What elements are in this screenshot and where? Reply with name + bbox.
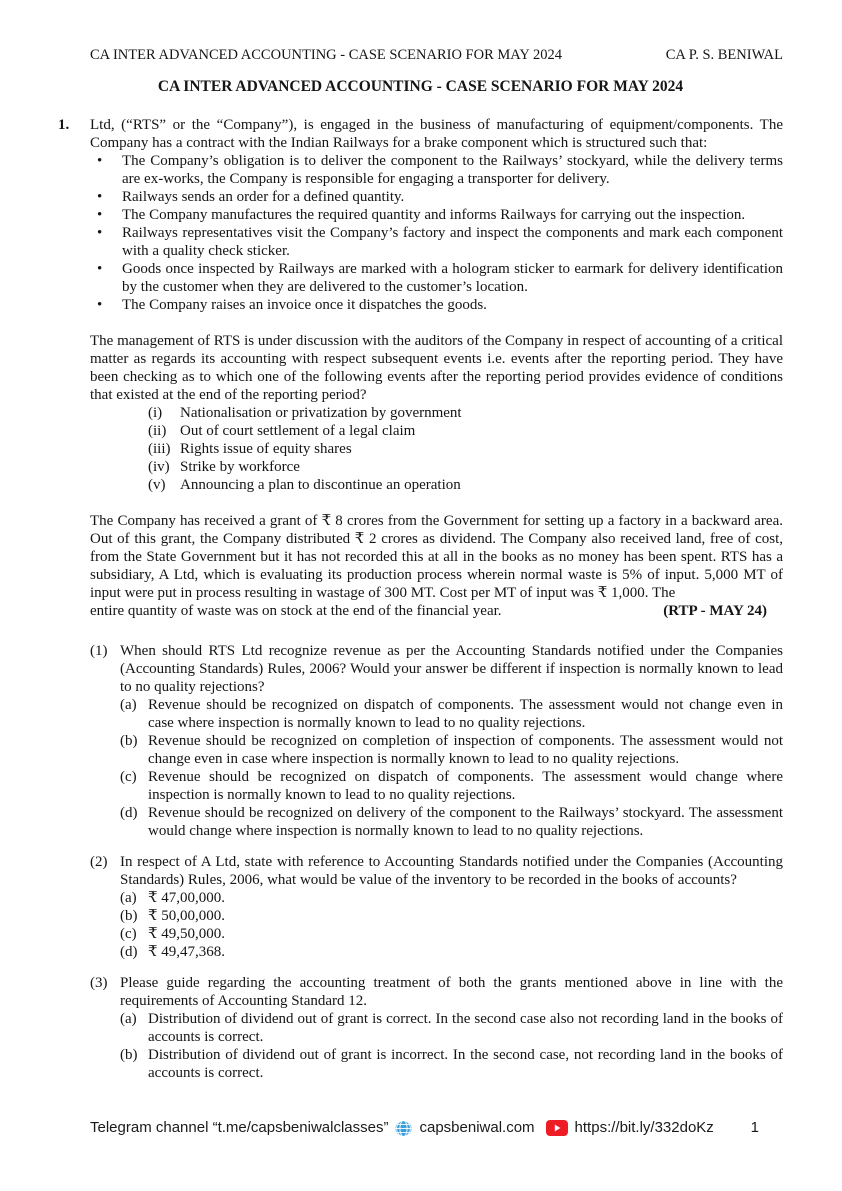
option-text: ₹ 50,00,000. <box>148 908 226 924</box>
bullet-text: The Company’s obligation is to deliver the component to the Railways’ stockyard, while the delivery terms are ex-works, the Company is responsible for engaging a transporter for delivery. <box>122 153 783 187</box>
page-footer <box>90 1119 783 1137</box>
bullet-text: The Company manufactures the required quantity and informs Railways for carrying out the inspection. <box>122 207 746 223</box>
grants-paragraph: The Company has received a grant of ₹ 8 crores from the Government for setting up a factory in a backward area. Out of this grant, the Company distributed ₹ 2 crores as dividend. The Company also received land, free of cost, from the State Government but it has not recorded this at all in the books as no money has been spent. RTS has a subsidiary, A Ltd, which is evaluating its production process wherein normal waste is 5% of input. 5,000 MT of input were put in process resulting in wastage of 300 MT. Cost per MT of input was ₹ 1,000. The <box>90 513 783 601</box>
bullet-icon <box>90 296 122 314</box>
event-text: Strike by workforce <box>180 459 300 475</box>
list-item <box>90 224 783 260</box>
bullet-text: Railways sends an order for a defined quantity. <box>122 189 405 205</box>
answer-option <box>120 732 783 768</box>
option-text: Revenue should be recognized on completion of inspection of components. The assessment would not change even in case where inspection is normally known to lead to no quality rejections. <box>148 733 783 767</box>
list-item <box>148 422 783 440</box>
question-body <box>120 974 783 1082</box>
option-text: ₹ 49,50,000. <box>148 926 226 942</box>
list-item <box>90 206 783 224</box>
question-text: When should RTS Ltd recognize revenue as per the Accounting Standards notified under the Companies (Accounting Standards) Rules, 2006? Would your answer be different if inspection is normally known to lead to no quality rejections? <box>120 643 783 695</box>
event-number: (iii) <box>148 441 171 457</box>
page-number: 1 <box>750 1119 759 1136</box>
globe-icon <box>395 1120 412 1137</box>
option-text: Distribution of dividend out of grant is incorrect. In the second case, not recording land in the books of accounts is correct. <box>148 1047 783 1081</box>
list-item <box>148 440 783 458</box>
youtube-icon <box>546 1120 568 1136</box>
bullet-icon <box>90 206 122 224</box>
question-1 <box>90 642 783 840</box>
event-text: Rights issue of equity shares <box>180 441 352 457</box>
question-number: (1) <box>90 643 108 659</box>
option-label: (b) <box>120 908 138 924</box>
option-label: (a) <box>120 890 137 906</box>
question-3 <box>90 974 783 1082</box>
question-number: (3) <box>90 975 108 991</box>
option-label: (a) <box>120 697 137 713</box>
answer-option <box>120 925 783 943</box>
list-item <box>90 188 783 206</box>
event-number: (iv) <box>148 459 170 475</box>
option-text: Revenue should be recognized on dispatch of components. The assessment would not change even in case where inspection is normally known to lead to no quality rejections. <box>148 697 783 731</box>
option-label: (c) <box>120 926 137 942</box>
event-text: Announcing a plan to discontinue an operation <box>180 477 461 493</box>
list-item <box>90 296 783 314</box>
option-text: Revenue should be recognized on delivery of the component to the Railways’ stockyard. The assessment would change where inspection is normally known to lead to no quality rejections. <box>148 805 783 839</box>
option-label: (c) <box>120 769 137 785</box>
question-text: In respect of A Ltd, state with reference to Accounting Standards notified under the Companies (Accounting Standards) Rules, 2006, what would be value of the inventory to be recorded in the books of accounts? <box>120 854 783 888</box>
event-number: (i) <box>148 405 163 421</box>
case-number: 1. <box>58 117 70 133</box>
list-item <box>148 404 783 422</box>
discussion-paragraph: The management of RTS is under discussion with the auditors of the Company in respect of accounting of a critical matter as regards its accounting with respect subsequent events i.e. events after the reporting period. They have been checking as to which one of the following events after the reporting period provides evidence of conditions that existed at the end of the reporting period? <box>90 333 783 403</box>
contract-bullet-list <box>90 152 783 314</box>
list-item <box>90 260 783 296</box>
event-text: Out of court settlement of a legal claim <box>180 423 416 439</box>
bullet-icon <box>90 260 122 296</box>
source-tag: (RTP - MAY 24) <box>663 603 767 619</box>
event-number: (ii) <box>148 423 167 439</box>
running-head <box>90 46 783 64</box>
option-label: (d) <box>120 805 138 821</box>
answer-option <box>120 907 783 925</box>
option-label: (a) <box>120 1011 137 1027</box>
option-text: Distribution of dividend out of grant is correct. In the second case also not recording land in the books of accounts is correct. <box>148 1011 783 1045</box>
grants-lastline-text: entire quantity of waste was on stock at the end of the financial year. <box>90 603 502 619</box>
events-list <box>148 404 783 494</box>
question-body <box>120 642 783 840</box>
option-label: (d) <box>120 944 138 960</box>
answer-option <box>120 889 783 907</box>
running-head-left: CA INTER ADVANCED ACCOUNTING - CASE SCENARIO FOR MAY 2024 <box>90 47 562 63</box>
answer-option <box>120 1010 783 1046</box>
running-head-right: CA P. S. BENIWAL <box>665 47 783 63</box>
case-body <box>90 116 783 314</box>
list-item <box>148 476 783 494</box>
question-number: (2) <box>90 854 108 870</box>
option-label: (b) <box>120 1047 138 1063</box>
answer-option <box>120 696 783 732</box>
question-2 <box>90 853 783 961</box>
case-scenario-1 <box>58 116 783 314</box>
event-number: (v) <box>148 477 166 493</box>
telegram-channel-link[interactable]: Telegram channel “t.me/capsbeniwalclasses” <box>90 1119 389 1136</box>
answer-option <box>120 943 783 961</box>
website-link[interactable]: capsbeniwal.com <box>419 1119 535 1136</box>
option-text: ₹ 49,47,368. <box>148 944 226 960</box>
bullet-text: Railways representatives visit the Company’s factory and inspect the components and mark each component with a quality check sticker. <box>122 225 783 259</box>
grants-paragraph-lastline <box>90 602 783 620</box>
case-intro: Ltd, (“RTS” or the “Company”), is engaged in the business of manufacturing of equipment/components. The Company has a contract with the Indian Railways for a brake component which is structured such that: <box>90 117 783 151</box>
question-body <box>120 853 783 961</box>
list-item <box>148 458 783 476</box>
option-label: (b) <box>120 733 138 749</box>
question-text: Please guide regarding the accounting treatment of both the grants mentioned above in line with the requirements of Accounting Standard 12. <box>120 975 783 1009</box>
option-text: ₹ 47,00,000. <box>148 890 226 906</box>
bullet-icon <box>90 152 122 188</box>
page-title: CA INTER ADVANCED ACCOUNTING - CASE SCENARIO FOR MAY 2024 <box>157 78 684 95</box>
bullet-text: Goods once inspected by Railways are marked with a hologram sticker to earmark for delivery identification by the customer when they are delivered to the customer’s location. <box>122 261 783 295</box>
youtube-link[interactable]: https://bit.ly/332doKz <box>574 1119 714 1136</box>
answer-option <box>120 768 783 804</box>
answer-option <box>120 1046 783 1082</box>
option-text: Revenue should be recognized on dispatch of components. The assessment would change where inspection is normally known to lead to no quality rejections. <box>148 769 783 803</box>
bullet-text: The Company raises an invoice once it dispatches the goods. <box>122 297 487 313</box>
bullet-icon <box>90 224 122 260</box>
list-item <box>90 152 783 188</box>
answer-option <box>120 804 783 840</box>
bullet-icon <box>90 188 122 206</box>
event-text: Nationalisation or privatization by government <box>180 405 462 421</box>
